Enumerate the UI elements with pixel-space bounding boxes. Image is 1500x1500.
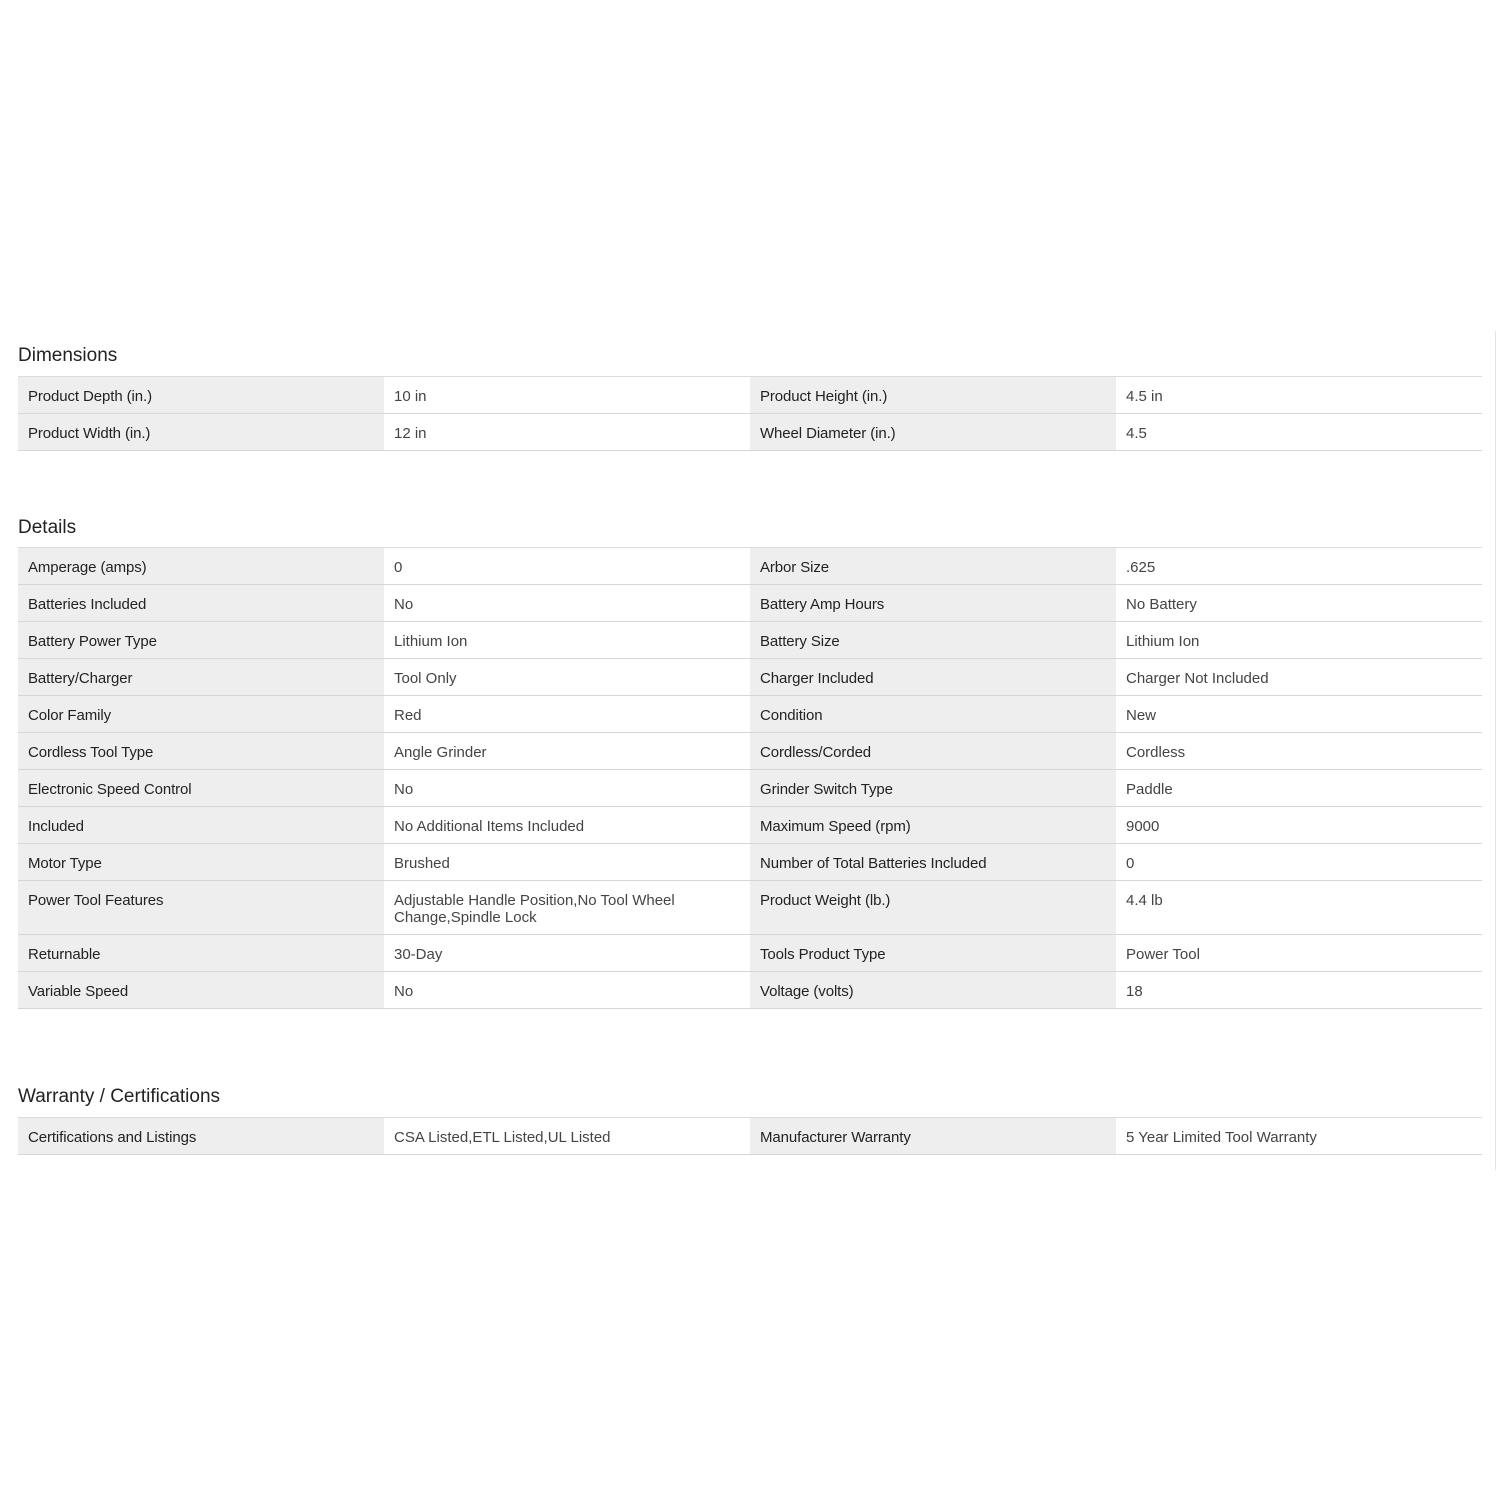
spec-value: Brushed xyxy=(384,844,750,880)
spec-value: 4.5 in xyxy=(1116,377,1482,413)
table-row xyxy=(18,659,1482,696)
spec-value: 30-Day xyxy=(384,935,750,971)
spec-label: Maximum Speed (rpm) xyxy=(750,807,1116,843)
spec-value: Red xyxy=(384,696,750,732)
table-row xyxy=(18,585,1482,622)
table-row xyxy=(18,881,1482,935)
spec-label: Product Weight (lb.) xyxy=(750,881,1116,934)
spec-label: Battery/Charger xyxy=(18,659,384,695)
spec-label: Cordless Tool Type xyxy=(18,733,384,769)
spec-label: Tools Product Type xyxy=(750,935,1116,971)
spec-value: 12 in xyxy=(384,414,750,450)
dimensions-title: Dimensions xyxy=(18,345,118,366)
specifications-panel xyxy=(0,331,1500,1170)
spec-label: Grinder Switch Type xyxy=(750,770,1116,806)
spec-value: No Battery xyxy=(1116,585,1482,621)
table-row xyxy=(18,844,1482,881)
spec-value: Tool Only xyxy=(384,659,750,695)
spec-label: Product Height (in.) xyxy=(750,377,1116,413)
spec-value: 0 xyxy=(384,548,750,584)
spec-label: Included xyxy=(18,807,384,843)
spec-label: Wheel Diameter (in.) xyxy=(750,414,1116,450)
spec-value: No xyxy=(384,585,750,621)
table-row xyxy=(18,1118,1482,1155)
spec-label: Returnable xyxy=(18,935,384,971)
table-row xyxy=(18,622,1482,659)
warranty-table xyxy=(18,1117,1482,1155)
spec-label: Batteries Included xyxy=(18,585,384,621)
spec-label: Certifications and Listings xyxy=(18,1118,384,1154)
table-row xyxy=(18,770,1482,807)
warranty-title: Warranty / Certifications xyxy=(18,1086,221,1107)
spec-value: 4.5 xyxy=(1116,414,1482,450)
spec-label: Battery Power Type xyxy=(18,622,384,658)
spec-label: Power Tool Features xyxy=(18,881,384,934)
details-table xyxy=(18,547,1482,1009)
spec-label: Amperage (amps) xyxy=(18,548,384,584)
spec-value: Lithium Ion xyxy=(384,622,750,658)
spec-value: Cordless xyxy=(1116,733,1482,769)
spec-label: Variable Speed xyxy=(18,972,384,1008)
spec-value: Adjustable Handle Position,No Tool Wheel Change,Spindle Lock xyxy=(384,881,750,934)
table-row xyxy=(18,935,1482,972)
spec-label: Number of Total Batteries Included xyxy=(750,844,1116,880)
spec-label: Condition xyxy=(750,696,1116,732)
spec-label: Product Width (in.) xyxy=(18,414,384,450)
spec-value: 10 in xyxy=(384,377,750,413)
spec-value: 5 Year Limited Tool Warranty xyxy=(1116,1118,1482,1154)
spec-value: New xyxy=(1116,696,1482,732)
spec-label: Battery Amp Hours xyxy=(750,585,1116,621)
spec-value: No xyxy=(384,770,750,806)
spec-label: Battery Size xyxy=(750,622,1116,658)
spec-label: Charger Included xyxy=(750,659,1116,695)
table-row xyxy=(18,972,1482,1009)
spec-value: No xyxy=(384,972,750,1008)
spec-value: 4.4 lb xyxy=(1116,881,1482,934)
spec-value: .625 xyxy=(1116,548,1482,584)
spec-value: Paddle xyxy=(1116,770,1482,806)
spec-value: Charger Not Included xyxy=(1116,659,1482,695)
spec-value: Power Tool xyxy=(1116,935,1482,971)
table-row xyxy=(18,733,1482,770)
table-row xyxy=(18,548,1482,585)
table-row xyxy=(18,696,1482,733)
spec-value: Angle Grinder xyxy=(384,733,750,769)
details-title: Details xyxy=(18,517,77,538)
spec-label: Motor Type xyxy=(18,844,384,880)
spec-value: Lithium Ion xyxy=(1116,622,1482,658)
spec-label: Electronic Speed Control xyxy=(18,770,384,806)
spec-value: CSA Listed,ETL Listed,UL Listed xyxy=(384,1118,750,1154)
spec-label: Arbor Size xyxy=(750,548,1116,584)
spec-value: 9000 xyxy=(1116,807,1482,843)
table-row xyxy=(18,807,1482,844)
table-row xyxy=(18,377,1482,414)
spec-label: Voltage (volts) xyxy=(750,972,1116,1008)
spec-label: Cordless/Corded xyxy=(750,733,1116,769)
dimensions-table xyxy=(18,376,1482,451)
spec-value: No Additional Items Included xyxy=(384,807,750,843)
spec-label: Product Depth (in.) xyxy=(18,377,384,413)
spec-label: Color Family xyxy=(18,696,384,732)
spec-value: 18 xyxy=(1116,972,1482,1008)
spec-label: Manufacturer Warranty xyxy=(750,1118,1116,1154)
spec-value: 0 xyxy=(1116,844,1482,880)
table-row xyxy=(18,414,1482,451)
